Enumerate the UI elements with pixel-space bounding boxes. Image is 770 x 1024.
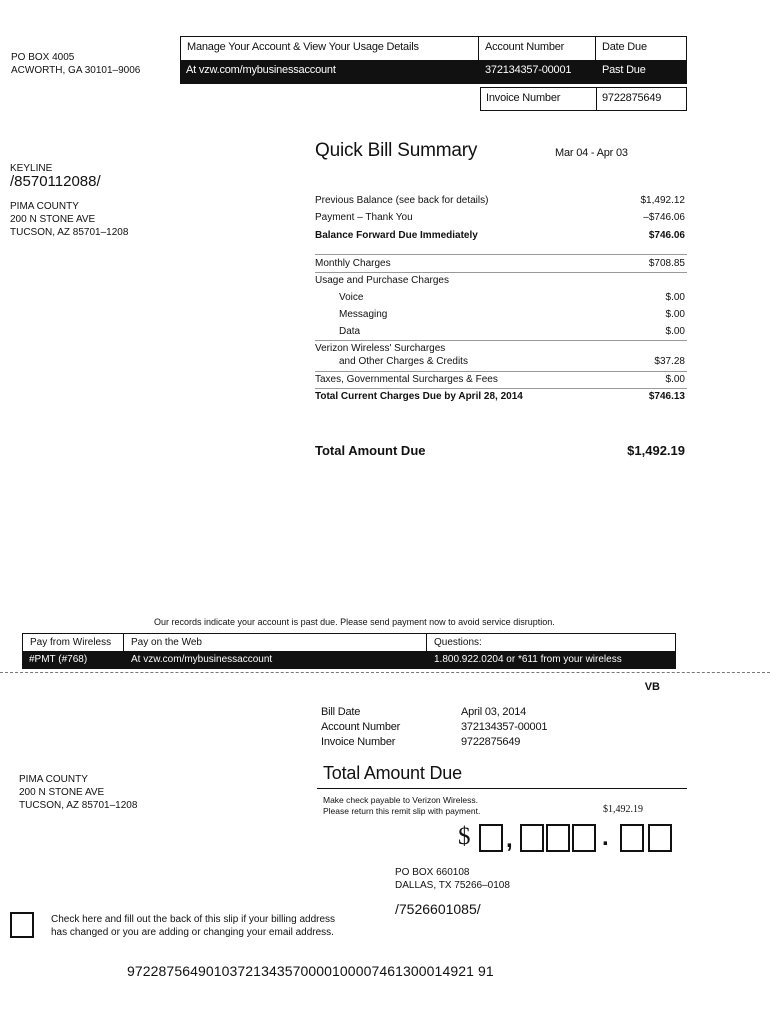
- return-address-line2: ACWORTH, GA 30101–9006: [11, 65, 141, 76]
- remit-customer-name: PIMA COUNTY: [19, 774, 88, 785]
- previous-balance-row: [315, 192, 687, 209]
- customer-name: PIMA COUNTY: [10, 201, 79, 212]
- questions-label: Questions:: [427, 633, 676, 651]
- customer-city: TUCSON, AZ 85701–1208: [10, 227, 129, 238]
- amount-cents-box[interactable]: [620, 824, 644, 852]
- questions-phone: 1.800.922.0204 or *611 from your wireless: [434, 654, 622, 665]
- remit-divider: [317, 788, 687, 789]
- usage-charges-label: Usage and Purchase Charges: [315, 275, 449, 286]
- payable-line-1: Make check payable to Verizon Wireless.: [323, 795, 478, 805]
- customer-address: [10, 200, 128, 239]
- payee-line-2: DALLAS, TX 75266–0108: [395, 880, 510, 891]
- summary-title: Quick Bill Summary: [315, 140, 478, 161]
- surcharges-label-1: Verizon Wireless' Surcharges: [315, 343, 446, 354]
- payable-line-2: Please return this remit slip with payment.: [323, 806, 481, 816]
- pay-web-label: Pay on the Web: [124, 633, 427, 651]
- voice-label: Voice: [339, 292, 364, 303]
- amount-cents-box[interactable]: [648, 824, 672, 852]
- past-due-notice: Our records indicate your account is past due. Please send payment now to avoid service disruption.: [154, 617, 555, 627]
- date-due-value: Past Due: [602, 64, 646, 76]
- data-label: Data: [339, 326, 361, 337]
- customer-street: 200 N STONE AVE: [10, 214, 96, 225]
- keyline-value: /8570112088/: [10, 173, 101, 190]
- voice-row: [315, 289, 687, 306]
- billing-period: Mar 04 - Apr 03: [555, 147, 628, 159]
- remit-invoice-number-value: 9722875649: [461, 736, 521, 748]
- monthly-charges-row: [315, 255, 687, 272]
- manage-account-link[interactable]: At vzw.com/mybusinessaccount: [186, 64, 336, 76]
- current-charges-value: $746.13: [648, 391, 685, 402]
- payment-row: [315, 209, 687, 226]
- surcharges-value: $37.28: [654, 356, 685, 367]
- check-line-1: Check here and fill out the back of this slip if your billing address: [51, 914, 336, 925]
- monthly-charges-label: Monthly Charges: [315, 258, 391, 269]
- pay-web-link[interactable]: At vzw.com/mybusinessaccount: [131, 654, 273, 665]
- payee-address: [395, 866, 510, 892]
- previous-balance-label: Previous Balance: [315, 195, 393, 206]
- pay-wireless-label: Pay from Wireless: [22, 633, 124, 651]
- current-charges-label: Total Current Charges Due by April 28, 2014: [315, 391, 523, 402]
- taxes-value: $.00: [665, 374, 685, 385]
- total-amount-due-label: Total Amount Due: [315, 443, 426, 458]
- invoice-number-label: Invoice Number: [480, 87, 597, 111]
- account-number-label: Account Number: [479, 36, 596, 60]
- remit-details: [321, 705, 400, 750]
- return-address: [11, 51, 140, 77]
- amount-digit-box[interactable]: [479, 824, 503, 852]
- messaging-row: [315, 306, 687, 323]
- payable-instructions: [323, 795, 480, 817]
- remit-detail-values: [461, 705, 547, 750]
- amount-dollar-sign: $: [458, 823, 471, 850]
- amount-comma: ,: [506, 826, 513, 853]
- payment-value: –$746.06: [643, 212, 685, 223]
- payee-line-1: PO BOX 660108: [395, 867, 470, 878]
- taxes-label: Taxes, Governmental Surcharges & Fees: [315, 374, 498, 385]
- remit-invoice-number-label: Invoice Number: [321, 736, 396, 748]
- amount-decimal-point: .: [602, 824, 609, 851]
- messaging-value: $.00: [665, 309, 685, 320]
- balance-forward-value: $746.06: [648, 230, 685, 241]
- remit-account-number-label: Account Number: [321, 721, 401, 733]
- payment-options: [22, 633, 676, 669]
- messaging-label: Messaging: [339, 309, 388, 320]
- check-line-2: has changed or you are adding or changing your email address.: [51, 927, 334, 938]
- remit-customer-city: TUCSON, AZ 85701–1208: [19, 800, 138, 811]
- amount-digit-box[interactable]: [520, 824, 544, 852]
- invoice-number-value: 9722875649: [597, 87, 687, 111]
- previous-balance-value: $1,492.12: [640, 195, 685, 206]
- balance-forward-label: Balance Forward Due Immediately: [315, 230, 478, 241]
- data-row: [315, 323, 687, 340]
- account-number-value: 372134357-00001: [485, 64, 572, 76]
- surcharges-row-2: [315, 353, 687, 370]
- balance-forward-row: [315, 227, 687, 244]
- bill-date-value: April 03, 2014: [461, 706, 527, 718]
- total-amount-due-value: $1,492.19: [627, 443, 685, 458]
- current-charges-row: [315, 388, 687, 405]
- pay-wireless-value: #PMT (#768): [29, 654, 88, 665]
- keyline-label: KEYLINE: [10, 163, 53, 174]
- date-due-label: Date Due: [596, 36, 687, 60]
- tear-line: [0, 672, 770, 673]
- remit-amount: $1,492.19: [603, 804, 643, 815]
- payee-code: /7526601085/: [395, 901, 481, 917]
- voice-value: $.00: [665, 292, 685, 303]
- scan-line: 97228756490103721343570000100007461300014921 91: [127, 963, 494, 979]
- remit-customer-street: 200 N STONE AVE: [19, 787, 105, 798]
- remit-code: VB: [644, 681, 660, 693]
- remit-account-number-value: 372134357-00001: [461, 721, 548, 733]
- usage-charges-row: [315, 272, 687, 289]
- taxes-row: [315, 371, 687, 388]
- previous-balance-note: (see back for details): [395, 195, 489, 206]
- surcharges-label-2: and Other Charges & Credits: [339, 356, 468, 367]
- address-change-checkbox[interactable]: [10, 912, 34, 938]
- address-change-instructions: [51, 913, 335, 939]
- account-header: [180, 36, 687, 84]
- bill-date-label: Bill Date: [321, 706, 361, 718]
- amount-digit-box[interactable]: [546, 824, 570, 852]
- monthly-charges-value: $708.85: [648, 258, 685, 269]
- payment-label: Payment – Thank You: [315, 212, 413, 223]
- manage-account-label: Manage Your Account & View Your Usage Details: [180, 36, 479, 60]
- data-value: $.00: [665, 326, 685, 337]
- remit-customer-address: [19, 773, 137, 812]
- invoice-number-box: [480, 87, 687, 111]
- return-address-line1: PO BOX 4005: [11, 52, 75, 63]
- amount-digit-box[interactable]: [572, 824, 596, 852]
- remit-total-label: Total Amount Due: [323, 763, 462, 783]
